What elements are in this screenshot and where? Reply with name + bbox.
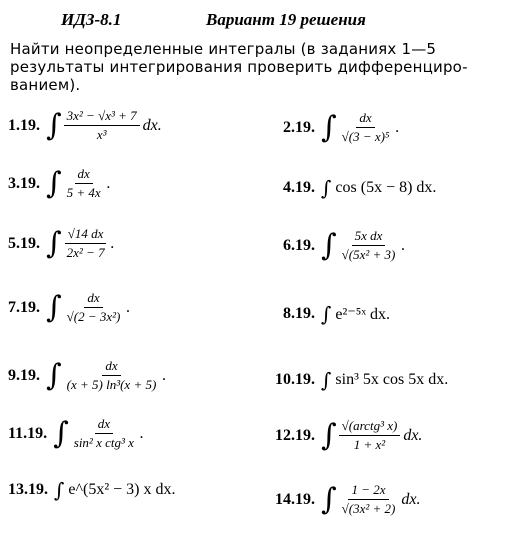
numerator: dx bbox=[75, 166, 93, 184]
problem-11 bbox=[8, 416, 144, 451]
problem-number: 6.19. bbox=[283, 236, 315, 254]
denominator: √(3 − x)⁵ bbox=[341, 129, 390, 144]
numerator: √14 dx bbox=[65, 226, 107, 244]
problem-number: 5.19. bbox=[8, 234, 40, 252]
problem-7 bbox=[8, 290, 130, 325]
fraction bbox=[339, 110, 393, 145]
differential: . bbox=[106, 174, 111, 192]
numerator: dx bbox=[356, 110, 374, 128]
problem-number: 9.19. bbox=[8, 366, 40, 384]
denominator: √(2 − 3x²) bbox=[66, 309, 121, 324]
differential: . bbox=[110, 234, 115, 252]
integrand: sin³ 5x cos 5x dx. bbox=[335, 371, 449, 388]
problem-number: 14.19. bbox=[275, 490, 315, 508]
fraction bbox=[64, 358, 160, 393]
numerator: 1 − 2x bbox=[348, 482, 388, 500]
assignment-id: ИДЗ-8.1 bbox=[61, 10, 122, 29]
integral-sign: ∫ bbox=[46, 357, 62, 393]
integral-sign: ∫ bbox=[46, 225, 62, 261]
differential: . bbox=[162, 366, 167, 384]
problem-8 bbox=[283, 304, 390, 324]
denominator: √(3x² + 2) bbox=[341, 501, 396, 516]
problem-13 bbox=[8, 480, 176, 500]
instructions-line: ванием). bbox=[10, 76, 81, 94]
problem-5 bbox=[8, 226, 115, 261]
numerator: dx bbox=[84, 290, 102, 308]
fraction bbox=[339, 418, 401, 453]
problem-1 bbox=[8, 108, 162, 143]
fraction bbox=[339, 482, 399, 517]
problem-3 bbox=[8, 166, 111, 201]
problem-number: 4.19. bbox=[283, 179, 315, 196]
differential: . bbox=[401, 236, 406, 254]
problem-6 bbox=[283, 228, 405, 263]
fraction bbox=[64, 290, 124, 325]
numerator: dx bbox=[95, 416, 113, 434]
problem-number: 3.19. bbox=[8, 174, 40, 192]
fraction bbox=[339, 228, 399, 263]
problem-10 bbox=[275, 370, 448, 390]
integral-sign: ∫ bbox=[46, 107, 62, 143]
fraction bbox=[71, 416, 137, 451]
variant-title: Вариант 19 решения bbox=[206, 10, 366, 29]
problem-number: 12.19. bbox=[275, 426, 315, 444]
problem-number: 11.19. bbox=[8, 424, 48, 442]
integral-sign: ∫ bbox=[46, 165, 62, 201]
integrand: e²⁻⁵ˣ dx. bbox=[335, 306, 390, 323]
differential: . bbox=[395, 118, 400, 136]
problem-number: 2.19. bbox=[283, 118, 315, 136]
problem-number: 7.19. bbox=[8, 298, 40, 316]
problem-number: 8.19. bbox=[283, 305, 315, 322]
fraction bbox=[64, 108, 140, 143]
problem-number: 10.19. bbox=[275, 371, 315, 388]
problem-4 bbox=[283, 178, 436, 198]
denominator: sin² x ctg³ x bbox=[73, 435, 134, 450]
instructions-line: результаты интегрирования проверить дифференциро- bbox=[10, 58, 468, 76]
instructions-line: Найти неопределенные интегралы (в заданиях 1—5 bbox=[10, 40, 437, 58]
denominator: 1 + x² bbox=[353, 437, 386, 452]
integral-sign: ∫ bbox=[321, 176, 332, 200]
problem-number: 13.19. bbox=[8, 481, 48, 498]
fraction bbox=[64, 226, 108, 261]
integral-sign: ∫ bbox=[321, 109, 337, 145]
integral-sign: ∫ bbox=[321, 368, 332, 392]
integrand: cos (5x − 8) dx. bbox=[335, 179, 437, 196]
fraction bbox=[64, 166, 104, 201]
integral-sign: ∫ bbox=[53, 415, 69, 451]
instructions bbox=[10, 40, 498, 94]
integral-sign: ∫ bbox=[321, 302, 332, 326]
numerator: √(arctg³ x) bbox=[339, 418, 401, 436]
differential: dx. bbox=[403, 426, 423, 444]
differential: dx. bbox=[142, 116, 162, 134]
integrand: e^(5x² − 3) x dx. bbox=[68, 481, 176, 498]
problem-12 bbox=[275, 418, 422, 453]
differential: . bbox=[126, 298, 131, 316]
integral-sign: ∫ bbox=[54, 478, 65, 502]
integral-sign: ∫ bbox=[321, 417, 337, 453]
numerator: 5x dx bbox=[352, 228, 386, 246]
denominator: x³ bbox=[96, 127, 107, 142]
integral-sign: ∫ bbox=[321, 227, 337, 263]
denominator: 5 + 4x bbox=[66, 185, 101, 200]
integral-sign: ∫ bbox=[321, 481, 337, 517]
denominator: 2x² − 7 bbox=[66, 245, 105, 260]
problem-9 bbox=[8, 358, 166, 393]
denominator: √(5x² + 3) bbox=[341, 247, 396, 262]
numerator: 3x² − √x³ + 7 bbox=[64, 108, 140, 126]
problem-2 bbox=[283, 110, 400, 145]
integral-sign: ∫ bbox=[46, 289, 62, 325]
problem-number: 1.19. bbox=[8, 116, 40, 134]
problem-14 bbox=[275, 482, 420, 517]
differential: . bbox=[139, 424, 144, 442]
numerator: dx bbox=[102, 358, 120, 376]
denominator: (x + 5) ln³(x + 5) bbox=[66, 377, 157, 392]
differential: dx. bbox=[401, 490, 421, 508]
